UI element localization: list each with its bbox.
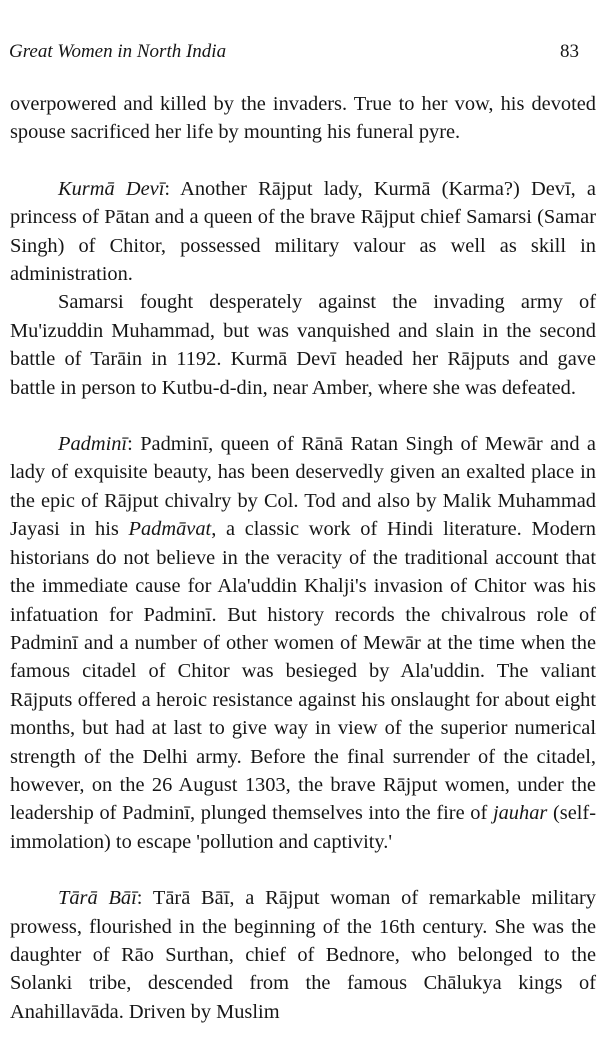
paragraph-text: : Tārā Bāī, a Rājput woman of remarkable military prowess, flourished in the beginning of the 16th century. She was the daughter of Rāo Surthan, chief of Bednore, who belonged to the Solanki tribe, descended from the famous Chālukya kings of Anahillavāda. Driven by Muslim xyxy=(10,887,596,1023)
paragraph-text: , a classic work of Hindi literature. Modern historians do not believe in the veracity of the traditional account that the immediate cause for Ala'uddin Khalji's invasion of Chitor was his infatuation for Padminī. But history records the chivalrous role of Padminī and a number of other women of Mewār at the time when the famous citadel of Chitor was besieged by Ala'uddin. The valiant Rājputs offered a heroic resistance against his onslaught for about eight months, but had at last to give way in view of the superior numerical strength of the Delhi army. Before the final surrender of the citadel, however, on the 26 August 1303, the brave Rājput women, under the leadership of Padminī, plunged themselves into the fire of xyxy=(10,518,597,825)
paragraph-text: Samarsi fought desperately against the invading army of Mu'izuddin Muhammad, but was vanquished and slain in the second battle of Tarāin in 1192. Kurmā Devī headed her Rājputs and gave battle in person to Kutbu-d-din, near Amber, where she was defeated. xyxy=(10,291,596,399)
paragraph-text: (self-immolation) to escape 'pollution and captivity.' xyxy=(10,802,597,853)
body-text xyxy=(10,90,596,1026)
page-number: 83 xyxy=(560,41,579,62)
paragraph-text: overpowered and killed by the invaders. True to her vow, his devoted spouse sacrificed her life by mounting his funeral pyre. xyxy=(10,93,596,144)
paragraph-text: : Another Rājput lady, Kurmā (Karma?) Devī, a princess of Pātan and a queen of the brave Rājput chief Samarsi (Samar Singh) of Chitor, possessed military valour as well as skill in administration. xyxy=(10,177,596,286)
entry-heading-tara-bai: Tārā Bāī xyxy=(58,887,137,910)
work-title-padmavat: Padmāvat xyxy=(128,518,212,541)
running-title: Great Women in North India xyxy=(9,41,227,62)
paragraph-samarsi xyxy=(10,288,596,402)
running-head xyxy=(9,41,593,69)
paragraph-text: : Padminī, queen of Rānā Ratan Singh of Mewār and a lady of exquisite beauty, has been deservedly given an exalted place in the epic of Rājput chivalry by Col. Tod and also by Malik Muhammad Jayasi in his xyxy=(10,433,596,541)
paragraph-tara-bai xyxy=(10,884,596,1026)
term-jauhar: jauhar xyxy=(492,802,548,825)
paragraph-continued xyxy=(10,90,596,147)
paragraph-kurma-devi xyxy=(10,175,596,289)
entry-heading-kurma-devi: Kurmā Devī xyxy=(58,177,165,200)
entry-heading-padmini: Padminī xyxy=(58,433,128,456)
paragraph-padmini xyxy=(10,430,596,856)
